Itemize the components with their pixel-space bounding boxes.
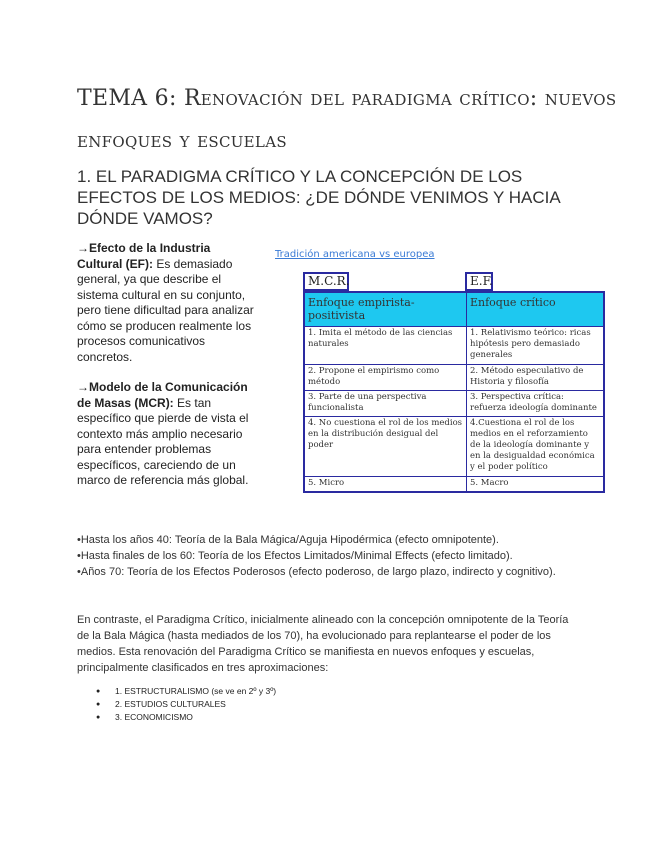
table-cell-right: 5. Macro bbox=[470, 478, 509, 488]
table-cell-left: 2. Propone el empirismo como método bbox=[305, 365, 467, 390]
table-cell-left: 3. Parte de una perspectiva funcionalista bbox=[305, 391, 467, 416]
table-row-header bbox=[305, 293, 603, 326]
table-row bbox=[305, 476, 603, 491]
table-cell-right: 1. Relativismo teórico: ricas hipótesis pero demasiado generales bbox=[470, 328, 591, 360]
table-row bbox=[305, 416, 603, 476]
table-cell-right: 4.Cuestiona el rol de los medios en el reforzamiento de la ideología dominante y en la desigualdad económica y el poder político bbox=[470, 418, 595, 472]
list-item: ● 1. ESTRUCTURALISMO (se ve en 2º y 3º) bbox=[96, 685, 276, 698]
table-row bbox=[305, 390, 603, 416]
bullet-item: •Años 70: Teoría de los Efectos Poderosos (efecto poderoso, de largo plazo, indirecto y cognitivo). bbox=[77, 566, 556, 578]
section-heading: 1. EL PARADIGMA CRÍTICO Y LA CONCEPCIÓN DE LOS EFECTOS DE LOS MEDIOS: ¿DE DÓNDE VENIMOS Y HACIA DÓNDE VAMOS? bbox=[77, 167, 560, 228]
definition-ef bbox=[77, 241, 259, 365]
table-row bbox=[305, 364, 603, 390]
table-cell-left: Enfoque empirista-positivista bbox=[305, 293, 467, 326]
comparison-table bbox=[303, 291, 605, 493]
page-title: TEMA 6: Renovación del paradigma crítico: nuevos enfoques y escuelas bbox=[77, 86, 617, 153]
bullet-item: •Hasta finales de los 60: Teoría de los Efectos Limitados/Minimal Effects (efecto limitado). bbox=[77, 550, 513, 562]
definition-mcr-text: Es tan específico que pierde de vista el contexto más amplio necesario para entender problemas específicos, careciendo de un marco de referencia más global. bbox=[77, 395, 249, 487]
list-item: ● 3. ECONOMICISMO bbox=[96, 711, 276, 724]
bullet-item: •Hasta los años 40: Teoría de la Bala Mágica/Aguja Hipodérmica (efecto omnipotente). bbox=[77, 534, 499, 546]
table-cell-right: Enfoque crítico bbox=[467, 293, 603, 326]
col-header-mcr: M.C.R. bbox=[303, 272, 349, 291]
table-cell-right: 3. Perspectiva crítica: refuerza ideología dominante bbox=[470, 392, 597, 413]
definition-ef-text: Es demasiado general, ya que describe el sistema cultural en su conjunto, pero tiene dificultad para analizar cómo se producen realmente los procesos comunicativos concretos. bbox=[77, 256, 254, 364]
table-cell-left: 4. No cuestiona el rol de los medios en la distribución desigual del poder bbox=[305, 417, 467, 476]
col-header-ef: E.F. bbox=[465, 272, 493, 291]
table-cell-left: 5. Micro bbox=[305, 477, 467, 491]
table-row bbox=[305, 326, 603, 364]
definition-ef-term: →Efecto de la Industria Cultural (EF): bbox=[77, 241, 211, 271]
table-caption-link[interactable]: Tradición americana vs europea bbox=[275, 249, 435, 260]
table-cell-left: 1. Imita el método de las ciencias naturales bbox=[305, 327, 467, 364]
definition-mcr-term: →Modelo de la Comunicación de Masas (MCR): bbox=[77, 380, 248, 410]
left-column bbox=[77, 241, 259, 504]
approach-list bbox=[96, 685, 276, 724]
contrast-paragraph: En contraste, el Paradigma Crítico, inicialmente alineado con la concepción omnipotente de la Teoría de la Bala Mágica (hasta mediados de los 70), ha evolucionado para replantearse el poder de los medios. Esta renovación del Paradigma Crítico se manifiesta en nuevos enfoques y escuelas, principalmente clasificados en tres aproximaciones: bbox=[77, 614, 569, 674]
definition-mcr bbox=[77, 380, 259, 489]
timeline-bullets bbox=[77, 532, 567, 580]
list-item: ● 2. ESTUDIOS CULTURALES bbox=[96, 698, 276, 711]
table-cell-right: 2. Método especulativo de Historia y filosofía bbox=[470, 366, 584, 387]
